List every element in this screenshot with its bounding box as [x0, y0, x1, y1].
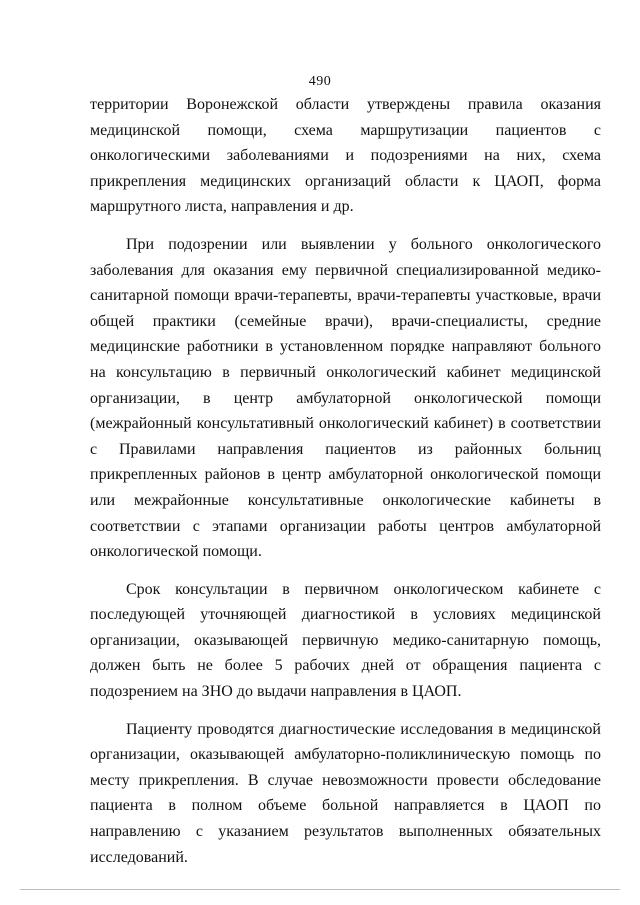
- bottom-divider: [20, 889, 620, 890]
- paragraph-diagnostics: Пациенту проводятся диагностические исследования в медицинской организации, оказывающей амбулаторно-поликлиническую помощь по месту прикрепления. В случае невозможности провести обследование пациента в полном объеме больной направляется в ЦАОП по направлению с указанием результатов выполненных обязательных исследований.: [90, 720, 601, 866]
- paragraph-consultation-deadline: Срок консультации в первичном онкологическом кабинете с последующей уточняющей диагностикой в условиях медицинской организации, оказывающей первичную медико-санитарную помощь, должен быть не более 5 рабочих дней от обращения пациента с подозрением на ЗНО до выдачи направления в ЦАОП.: [90, 580, 601, 701]
- paragraph-continuation: территории Воронежской области утверждены правила оказания медицинской помощи, схема маршрутизации пациентов с онкологическими заболеваниями и подозрениями на них, схема прикрепления медицинских организаций области к ЦАОП, форма маршрутного листа, направления и др.: [90, 96, 601, 216]
- page-number: 490: [308, 74, 332, 89]
- document-body: [90, 92, 601, 882]
- paragraph-referral: При подозрении или выявлении у больного онкологического заболевания для оказания ему первичной специализированной медико-санитарной помощи врачи-терапевты, врачи-терапевты участковые, врачи общей практики (семейные врачи), врачи-специалисты, средние медицинские работники в установленном порядке направляют больного на консультацию в первичный онкологический кабинет медицинской организации, в центр амбулаторной онкологической помощи (межрайонный консультативный онкологический кабинет) в соответствии с Правилами направления пациентов из районных больниц прикрепленных районов в центр амбулаторной онкологической помощи или межрайонные консультативные онкологические кабинеты в соответствии с этапами организации работы центров амбулаторной онкологической помощи.: [90, 235, 601, 561]
